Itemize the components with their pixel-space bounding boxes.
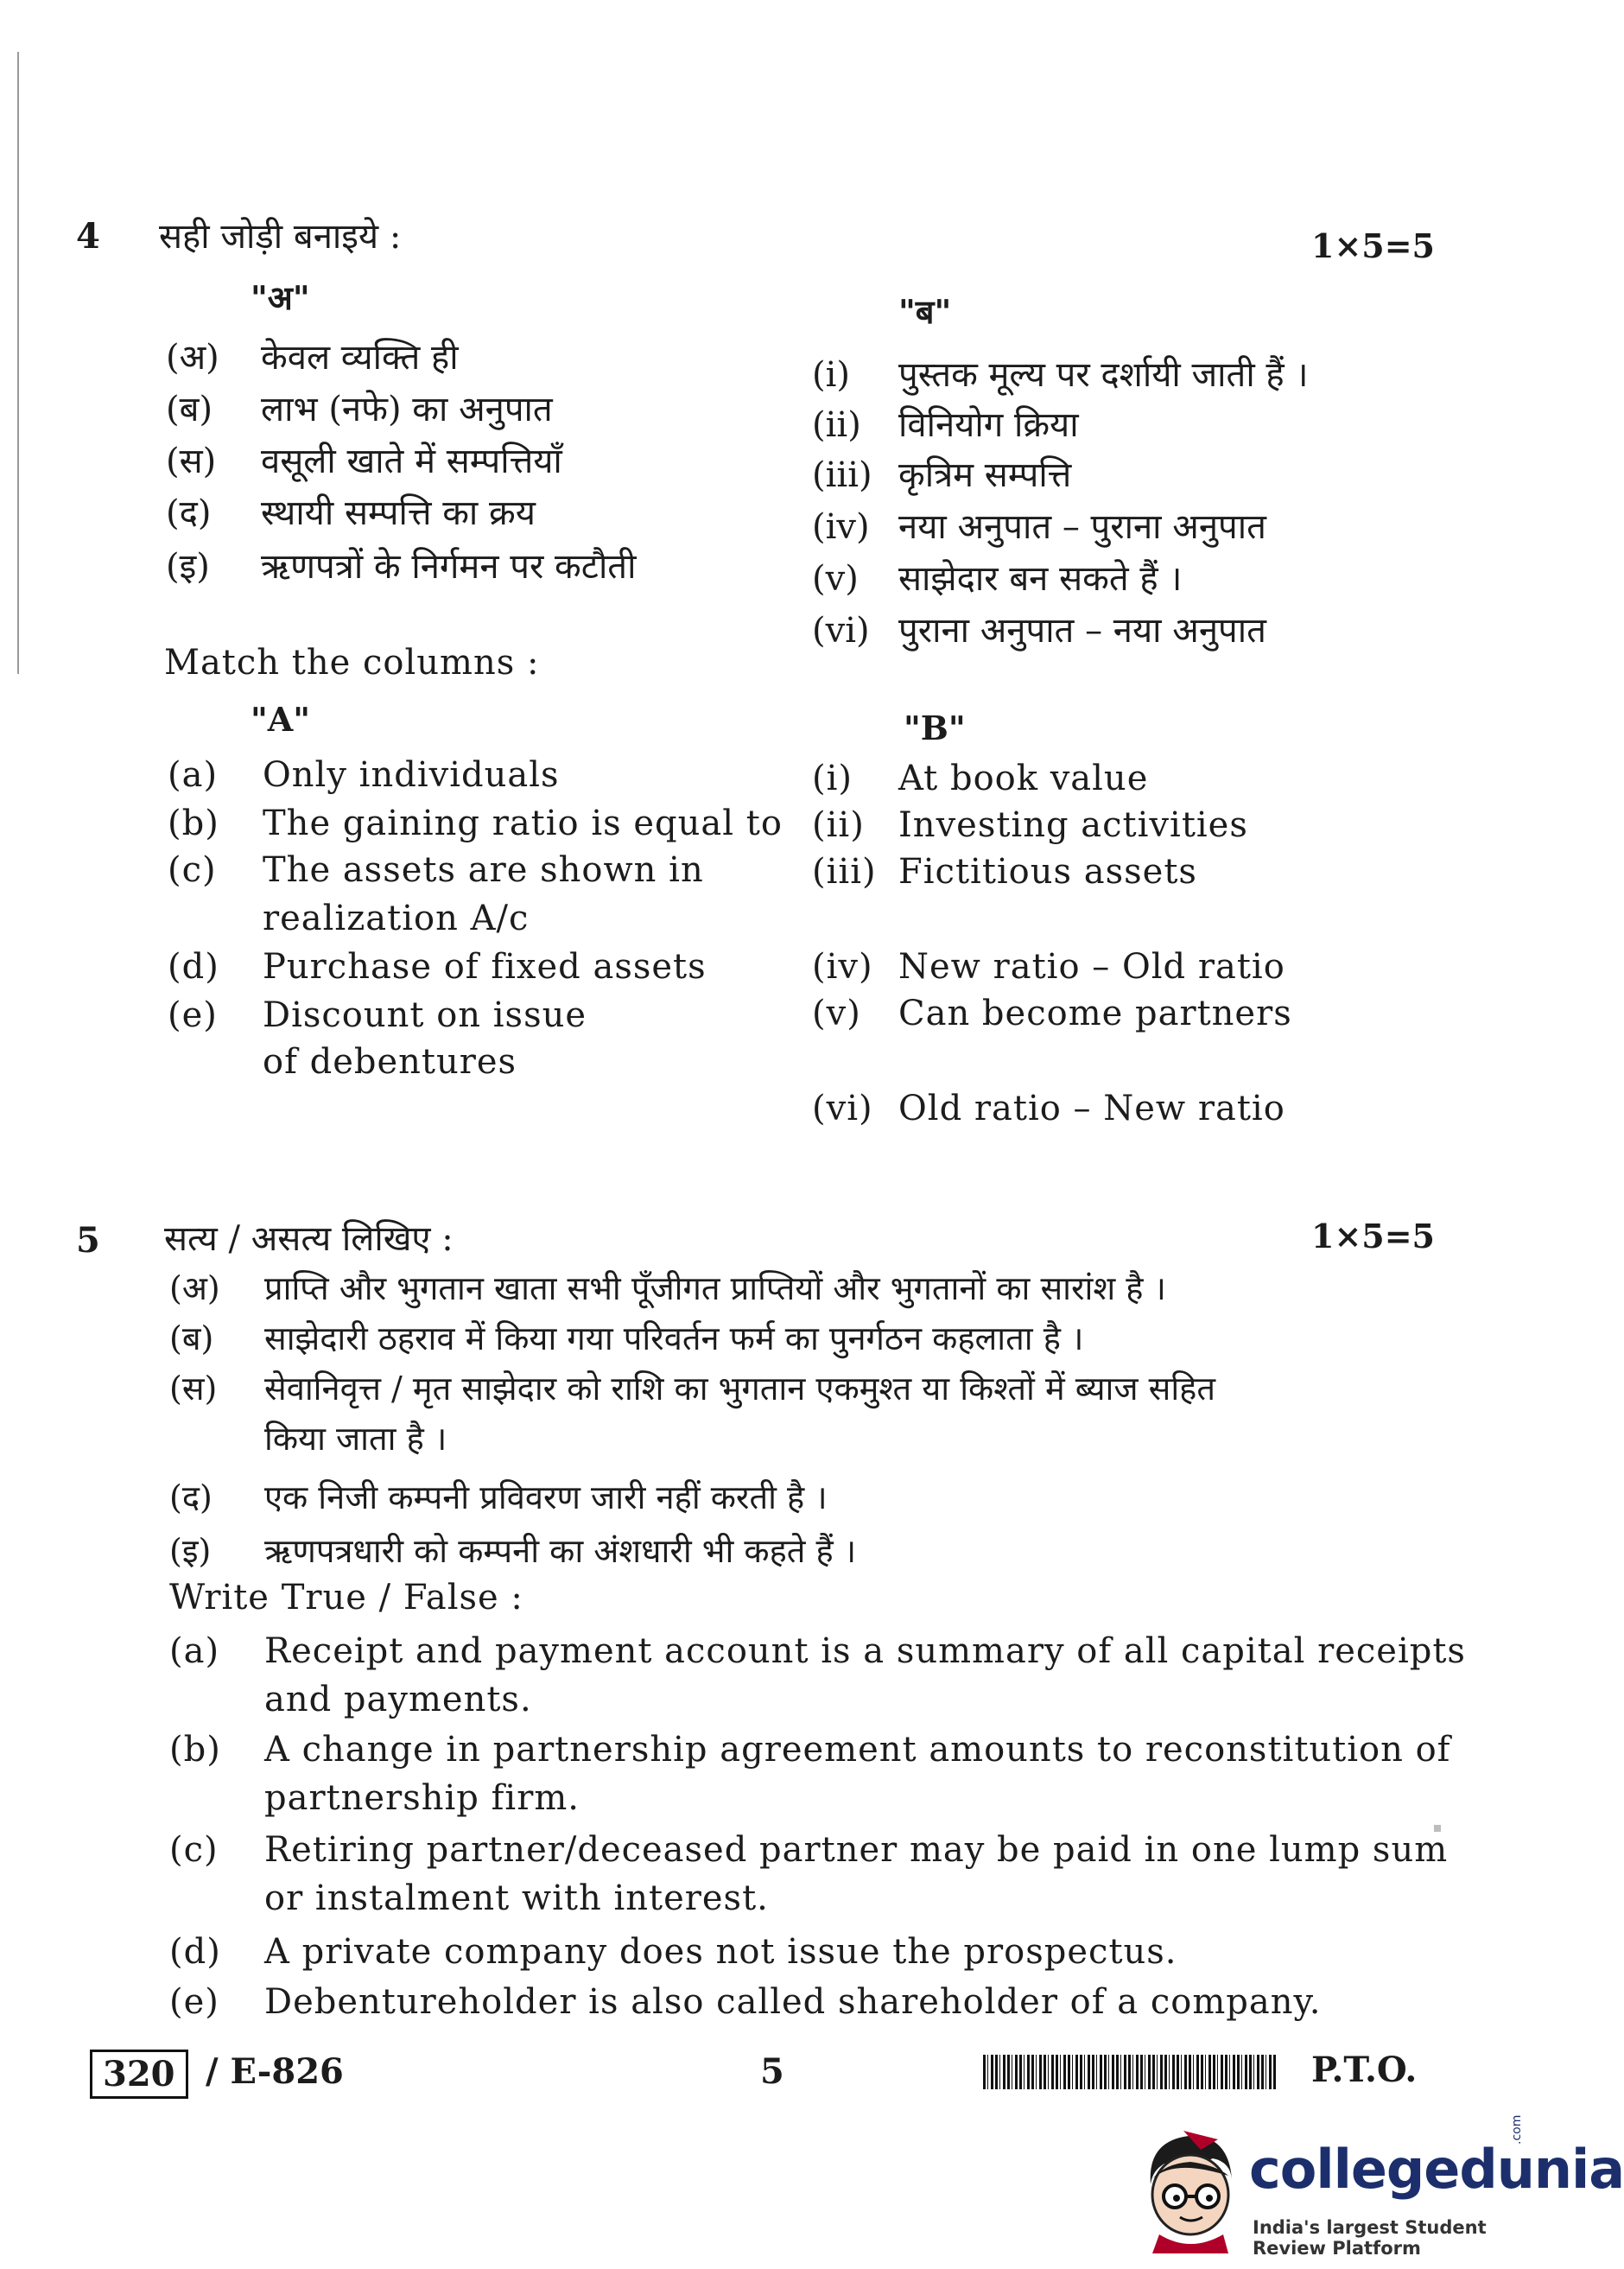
q4-hindi-b-item: (iv) नया अनुपात – पुराना अनुपात [812,507,1266,547]
q4-english-b-item: (ii) Investing activities [812,805,1248,845]
q4-english-a-item: realization A/c [263,899,530,938]
q4-hindi-b-item: (iii) कृत्रिम सम्पत्ति [812,455,1072,495]
collegedunia-wordmark: collegedunia [1249,2138,1624,2201]
q4-number: 4 [76,216,100,257]
q4-hindi-b-item: (v) साझेदार बन सकते हैं । [812,559,1183,599]
collegedunia-tagline: India's largest Student Review Platform [1253,2217,1487,2259]
collegedunia-dotcom: .com [1510,2114,1524,2145]
scan-left-border [17,52,19,674]
q5-english-item: (a) Receipt and payment account is a summary of all capital receipts [169,1631,1466,1671]
q4-hindi-a-item: (स) वसूली खाते में सम्पत्तियाँ [166,442,562,481]
q5-hindi-item: (स) सेवानिवृत्त / मृत साझेदार को राशि का भुगतान एकमुश्त या किश्तों में ब्याज सहित [169,1370,1216,1408]
q4-english-b-item: (v) Can become partners [812,994,1292,1033]
q4-english-instruction: Match the columns : [164,643,540,683]
q4-hindi-a-item: (इ) ऋणपत्रों के निर्गमन पर कटौती [166,547,637,587]
pto-label: P.T.O. [1311,2050,1418,2090]
q4-hindi-instruction: सही जोड़ी बनाइये : [159,217,402,257]
q4-hindi-b-item: (ii) विनियोग क्रिया [812,405,1079,445]
q4-english-col-a-head: "A" [251,700,311,739]
q5-hindi-item: (द) एक निजी कम्पनी प्रविवरण जारी नहीं करती है । [169,1478,828,1516]
q4-hindi-a-item: (ब) लाभ (नफे) का अनुपात [166,390,553,429]
q4-english-b-item: (iii) Fictitious assets [812,852,1197,892]
q4-hindi-a-item: (द) स्थायी सम्पत्ति का क्रय [166,493,536,533]
q5-english-item: (c) Retiring partner/deceased partner may be paid in one lump sum [169,1830,1449,1870]
q4-english-a-item: (a) Only individuals [168,755,560,795]
series-code: / E-826 [206,2051,344,2092]
q4-hindi-col-b-head: "ब" [898,292,952,331]
q4-english-b-item: (i) At book value [812,759,1149,798]
q4-marks: 1×5=5 [1311,226,1436,265]
q4-english-a-item: (e) Discount on issue [168,995,587,1035]
q5-english-item: (d) A private company does not issue the prospectus. [169,1932,1177,1972]
collegedunia-mascot-logo [1139,2124,1240,2253]
q4-english-a-item: of debentures [263,1042,517,1082]
q4-english-a-item: (c) The assets are shown in [168,850,704,890]
paper-code-box: 320 [90,2050,188,2099]
q4-english-b-item: (iv) New ratio – Old ratio [812,947,1285,987]
barcode [983,2055,1277,2089]
q4-hindi-a-item: (अ) केवल व्यक्ति ही [166,338,459,378]
q4-english-col-b-head: "B" [904,709,966,747]
q5-hindi-instruction: सत्य / असत्य लिखिए : [164,1219,454,1259]
q4-english-a-item: (b) The gaining ratio is equal to [168,804,783,843]
q4-english-a-item: (d) Purchase of fixed assets [168,947,707,987]
q5-english-item: partnership firm. [264,1778,580,1818]
q5-marks: 1×5=5 [1311,1217,1436,1255]
q5-hindi-item: किया जाता है । [264,1420,447,1458]
q5-english-item: (b) A change in partnership agreement amounts to reconstitution of [169,1730,1451,1770]
q4-english-b-item: (vi) Old ratio – New ratio [812,1089,1285,1128]
q5-hindi-item: (अ) प्राप्ति और भुगतान खाता सभी पूँजीगत प्राप्तियों और भुगतानों का सारांश है । [169,1269,1166,1307]
q5-hindi-item: (ब) साझेदारी ठहराव में किया गया परिवर्तन फर्म का पुनर्गठन कहलाता है । [169,1319,1084,1357]
q5-number: 5 [76,1220,100,1261]
q5-hindi-item: (इ) ऋणपत्रधारी को कम्पनी का अंशधारी भी कहते हैं । [169,1532,857,1570]
q5-english-item: or instalment with interest. [264,1878,769,1918]
q4-hindi-col-a-head: "अ" [251,278,310,317]
q5-english-instruction: Write True / False : [169,1578,523,1618]
q4-hindi-b-item: (vi) पुराना अनुपात – नया अनुपात [812,611,1266,651]
page-number: 5 [760,2051,784,2092]
q5-english-item: and payments. [264,1680,532,1719]
q4-hindi-b-item: (i) पुस्तक मूल्य पर दर्शायी जाती हैं । [812,355,1309,395]
q5-english-item: (e) Debentureholder is also called shareholder of a company. [169,1982,1322,2022]
